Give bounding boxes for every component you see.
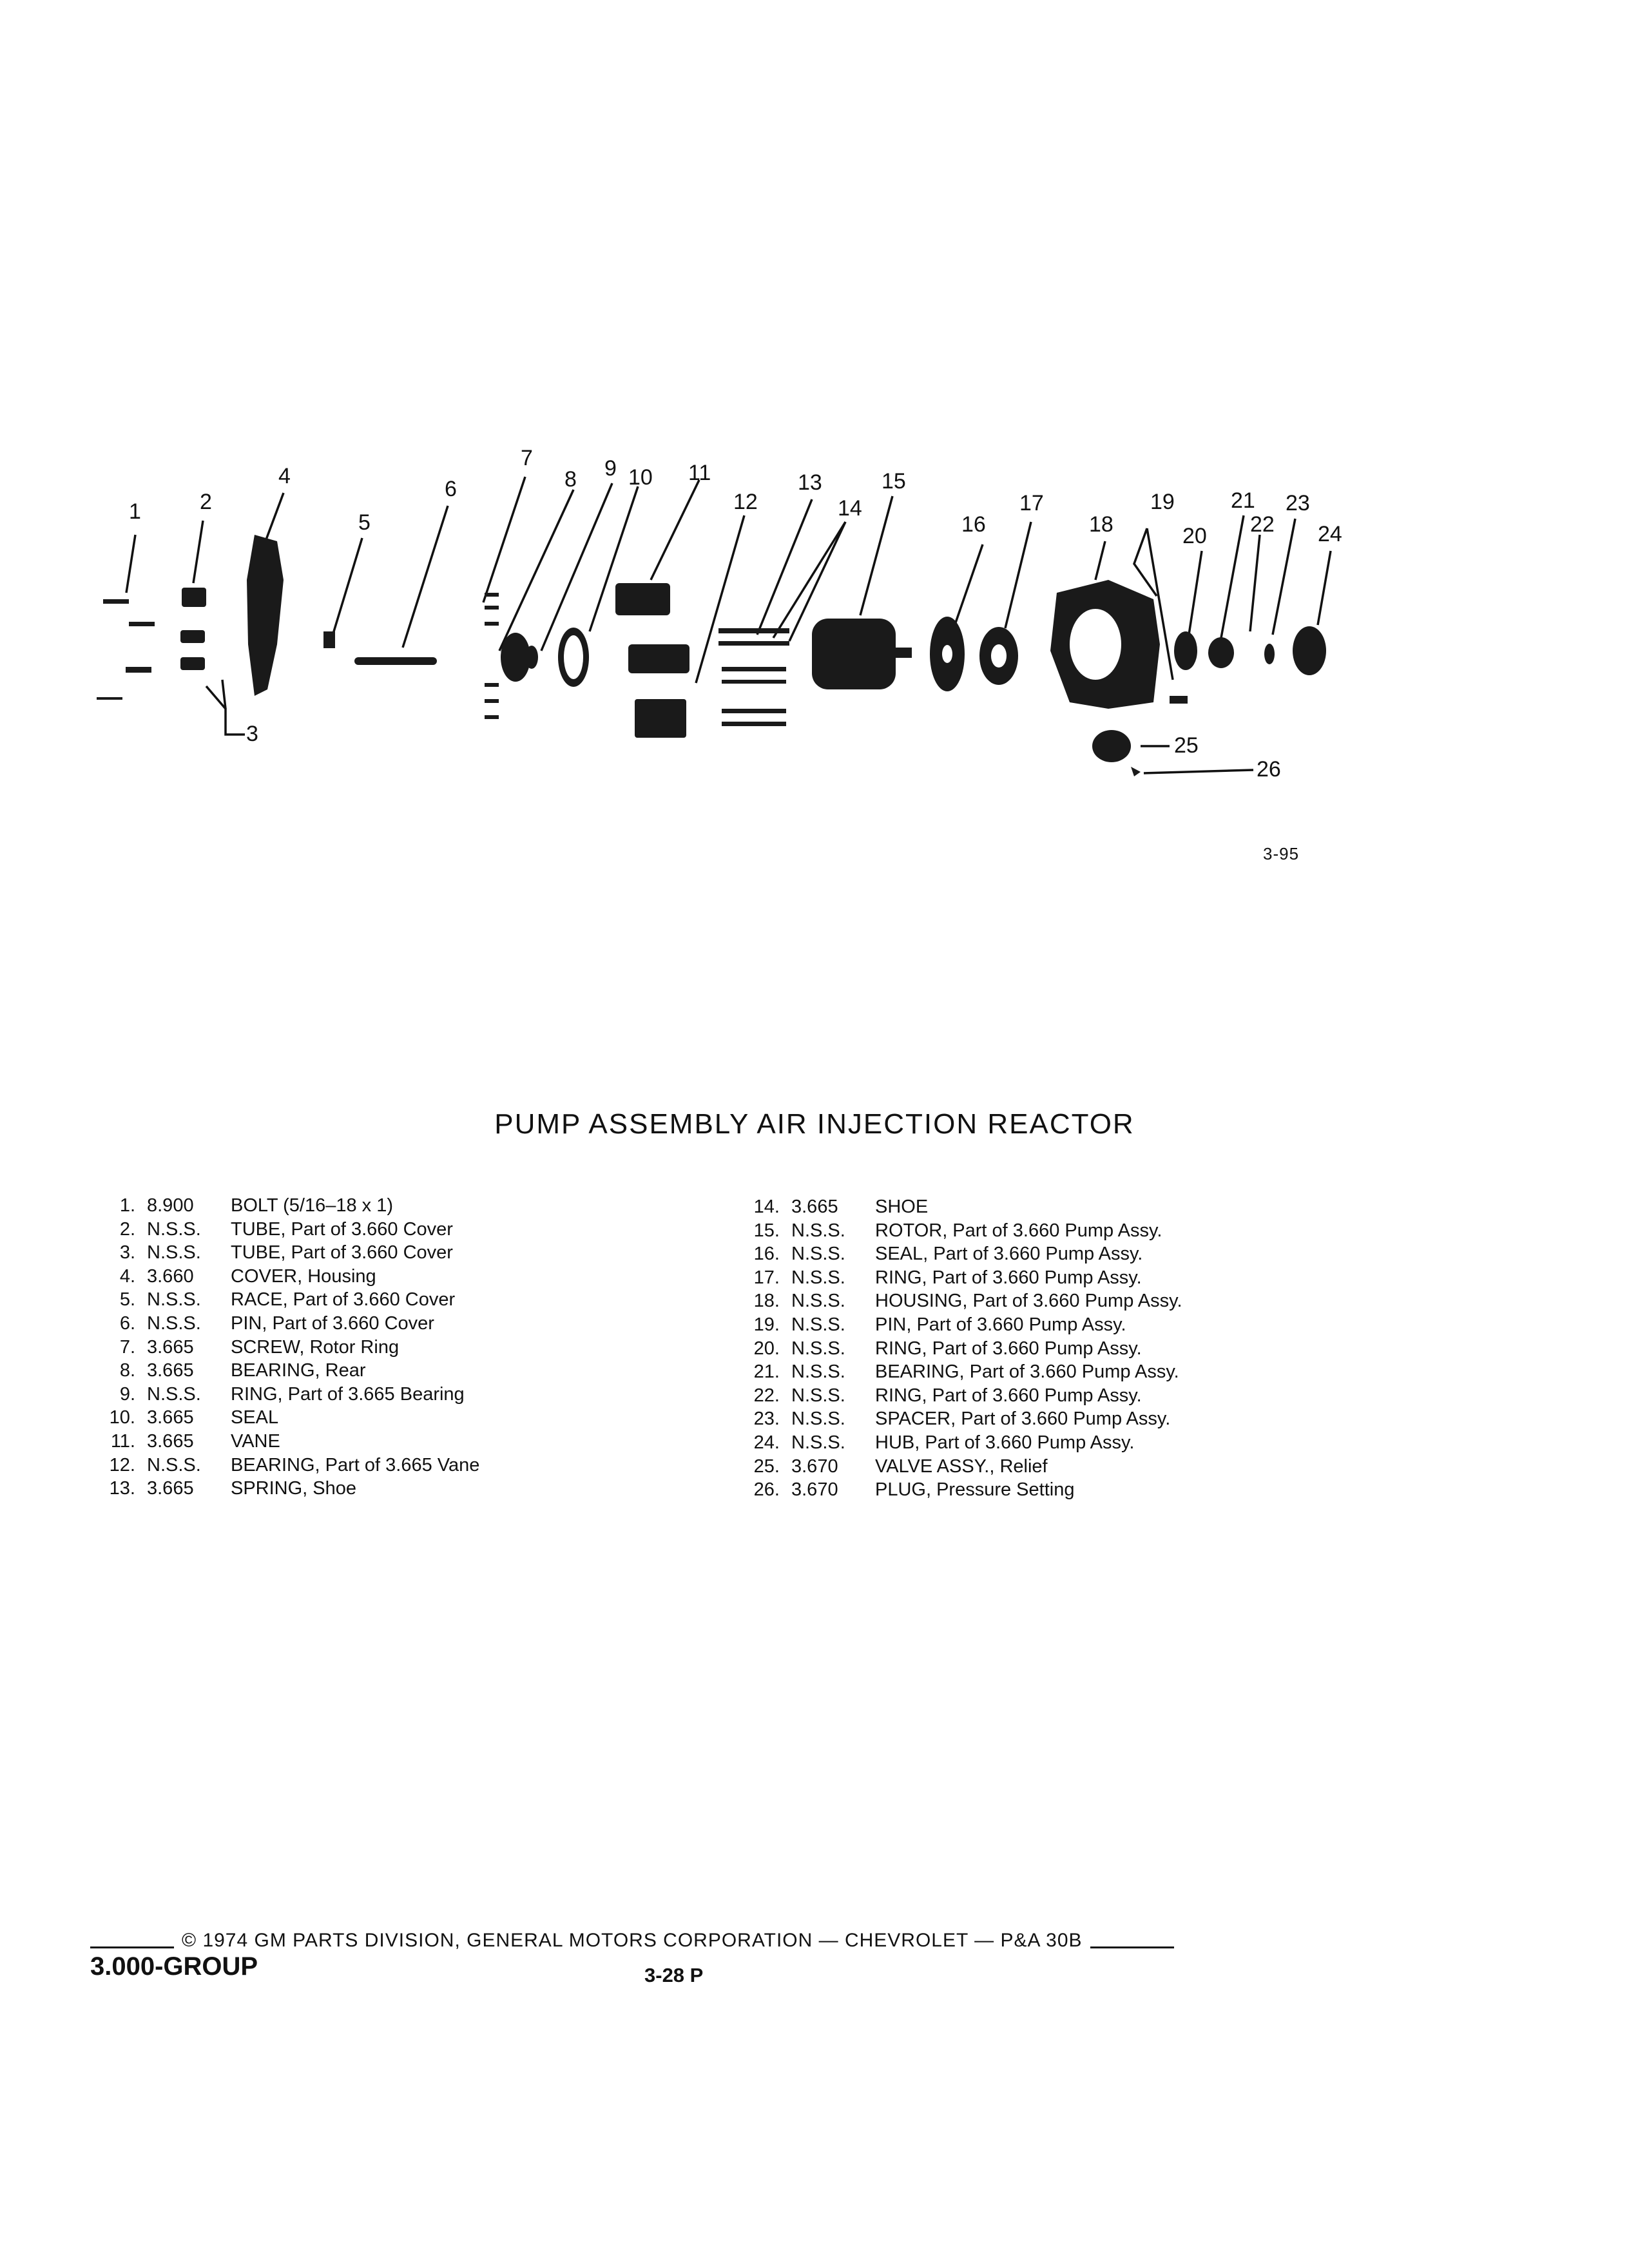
part-description: PIN, Part of 3.660 Pump Assy. bbox=[875, 1314, 1126, 1335]
part-number-index: 24. bbox=[753, 1432, 780, 1453]
copyright-text: © 1974 GM PARTS DIVISION, GENERAL MOTORS CORPORATION — CHEVROLET — P&A 30B bbox=[182, 1930, 1083, 1951]
part-code: 3.665 bbox=[147, 1336, 194, 1358]
part-code: N.S.S. bbox=[791, 1267, 845, 1288]
part-number-index: 11. bbox=[110, 1430, 135, 1452]
part-code: N.S.S. bbox=[791, 1432, 845, 1453]
part-number-index: 18. bbox=[753, 1291, 780, 1312]
part-code: N.S.S. bbox=[147, 1218, 201, 1240]
callout-24: 24 bbox=[1318, 522, 1342, 546]
exploded-parts-diagram bbox=[0, 0, 1629, 876]
part-code: 3.665 bbox=[147, 1430, 194, 1452]
parts-list-row bbox=[709, 1407, 1182, 1431]
callout-19: 19 bbox=[1150, 490, 1175, 514]
part-code: N.S.S. bbox=[147, 1383, 201, 1405]
footer-rule-left bbox=[90, 1946, 174, 1948]
part-code: 3.665 bbox=[791, 1196, 838, 1217]
part-description: SPRING, Shoe bbox=[231, 1478, 357, 1499]
part-code: N.S.S. bbox=[791, 1244, 845, 1265]
part-description: HUB, Part of 3.660 Pump Assy. bbox=[875, 1432, 1135, 1453]
part-number-index: 2. bbox=[119, 1218, 135, 1240]
part-code: N.S.S. bbox=[147, 1289, 201, 1311]
parts-list-row bbox=[709, 1242, 1182, 1266]
callout-4: 4 bbox=[278, 464, 291, 488]
page-number: 3-28 P bbox=[644, 1964, 704, 1986]
part-description: TUBE, Part of 3.660 Cover bbox=[231, 1242, 453, 1264]
part-description: SPACER, Part of 3.660 Pump Assy. bbox=[875, 1408, 1171, 1430]
parts-list-row bbox=[64, 1383, 479, 1407]
part-code: N.S.S. bbox=[791, 1291, 845, 1312]
part-description: HOUSING, Part of 3.660 Pump Assy. bbox=[875, 1291, 1182, 1312]
part-description: PLUG, Pressure Setting bbox=[875, 1479, 1075, 1501]
part-number-index: 13. bbox=[109, 1478, 135, 1499]
parts-list-row bbox=[709, 1455, 1182, 1479]
callout-16: 16 bbox=[961, 512, 986, 537]
part-code: 3.665 bbox=[147, 1478, 194, 1499]
part-description: SEAL bbox=[231, 1407, 279, 1428]
callout-labels bbox=[129, 446, 1342, 782]
callout-10: 10 bbox=[628, 465, 653, 490]
part-number-index: 7. bbox=[119, 1336, 135, 1358]
part-code: N.S.S. bbox=[791, 1385, 845, 1406]
part-number-index: 26. bbox=[753, 1479, 780, 1501]
part-number-index: 21. bbox=[753, 1361, 780, 1383]
part-code: N.S.S. bbox=[791, 1220, 845, 1241]
part-code: 3.670 bbox=[791, 1456, 838, 1477]
part-number-index: 22. bbox=[753, 1385, 780, 1406]
part-code: N.S.S. bbox=[791, 1408, 845, 1430]
part-description: PIN, Part of 3.660 Cover bbox=[231, 1312, 434, 1334]
parts-list-right bbox=[709, 1195, 1182, 1502]
callout-25: 25 bbox=[1174, 733, 1199, 758]
callout-23: 23 bbox=[1286, 491, 1310, 515]
part-description: BEARING, Part of 3.660 Pump Assy. bbox=[875, 1361, 1179, 1383]
part-description: TUBE, Part of 3.660 Cover bbox=[231, 1218, 453, 1240]
callout-9: 9 bbox=[604, 456, 617, 481]
part-description: SHOE bbox=[875, 1196, 929, 1217]
part-number-index: 1. bbox=[119, 1195, 135, 1216]
part-description: BEARING, Part of 3.665 Vane bbox=[231, 1454, 480, 1475]
part-code: 3.665 bbox=[147, 1360, 194, 1381]
part-description: VANE bbox=[231, 1430, 280, 1452]
parts-list-row bbox=[64, 1454, 479, 1477]
part-code: N.S.S. bbox=[147, 1312, 201, 1334]
part-code: N.S.S. bbox=[791, 1338, 845, 1359]
parts-list-row bbox=[709, 1431, 1182, 1455]
callout-1: 1 bbox=[129, 499, 141, 524]
callout-11: 11 bbox=[688, 461, 711, 485]
figure-number: 3-95 bbox=[1263, 844, 1300, 863]
callout-14: 14 bbox=[838, 496, 862, 521]
parts-list-left bbox=[64, 1194, 479, 1501]
part-code: N.S.S. bbox=[791, 1314, 845, 1335]
parts-list-row bbox=[709, 1337, 1182, 1361]
parts-list-row bbox=[64, 1406, 479, 1430]
parts-list-row bbox=[64, 1218, 479, 1242]
callout-8: 8 bbox=[564, 467, 577, 492]
parts-list-row bbox=[709, 1195, 1182, 1219]
callout-13: 13 bbox=[798, 470, 822, 495]
parts-list-row bbox=[64, 1265, 479, 1289]
callout-5: 5 bbox=[358, 510, 371, 535]
parts-list-row bbox=[709, 1266, 1182, 1290]
part-description: RING, Part of 3.660 Pump Assy. bbox=[875, 1267, 1142, 1288]
part-number-index: 10. bbox=[109, 1407, 135, 1428]
callout-12: 12 bbox=[733, 490, 758, 514]
callout-17: 17 bbox=[1019, 491, 1044, 515]
parts-list-row bbox=[64, 1312, 479, 1336]
part-number-index: 19. bbox=[753, 1314, 780, 1335]
parts-list-row bbox=[709, 1313, 1182, 1337]
part-number-index: 17. bbox=[753, 1267, 780, 1288]
part-number-index: 25. bbox=[753, 1456, 780, 1477]
part-description: RING, Part of 3.660 Pump Assy. bbox=[875, 1385, 1142, 1406]
callout-26: 26 bbox=[1257, 757, 1281, 782]
parts-list-row bbox=[64, 1430, 479, 1454]
part-code: N.S.S. bbox=[147, 1242, 201, 1264]
part-description: BEARING, Rear bbox=[231, 1360, 366, 1381]
part-code: N.S.S. bbox=[147, 1454, 201, 1475]
parts-list-row bbox=[709, 1384, 1182, 1408]
parts-list-row bbox=[64, 1288, 479, 1312]
callout-7: 7 bbox=[521, 446, 533, 470]
part-number-index: 9. bbox=[119, 1383, 135, 1405]
part-description: RING, Part of 3.665 Bearing bbox=[231, 1383, 465, 1405]
part-number-index: 3. bbox=[119, 1242, 135, 1264]
callout-2: 2 bbox=[200, 490, 212, 514]
part-number-index: 4. bbox=[119, 1265, 135, 1287]
parts-list-row bbox=[709, 1360, 1182, 1384]
part-number-index: 20. bbox=[753, 1338, 780, 1359]
page-title: PUMP ASSEMBLY AIR INJECTION REACTOR bbox=[494, 1108, 1135, 1140]
part-description: SCREW, Rotor Ring bbox=[231, 1336, 400, 1358]
footer-rule-right bbox=[1090, 1946, 1174, 1948]
callout-3-lower: 3 bbox=[246, 722, 258, 746]
part-description: RING, Part of 3.660 Pump Assy. bbox=[875, 1338, 1142, 1359]
part-number-index: 14. bbox=[753, 1196, 780, 1217]
part-code: 3.660 bbox=[147, 1265, 194, 1287]
parts-list-row bbox=[64, 1477, 479, 1501]
part-description: SEAL, Part of 3.660 Pump Assy. bbox=[875, 1244, 1143, 1265]
callout-15: 15 bbox=[882, 469, 906, 494]
callout-22: 22 bbox=[1250, 512, 1275, 537]
part-number-index: 15. bbox=[753, 1220, 780, 1241]
part-description: COVER, Housing bbox=[231, 1265, 376, 1287]
parts-list-row bbox=[64, 1359, 479, 1383]
callout-18: 18 bbox=[1089, 512, 1113, 537]
callout-6: 6 bbox=[445, 477, 457, 501]
parts-list-row bbox=[709, 1289, 1182, 1313]
part-code: 3.665 bbox=[147, 1407, 194, 1428]
parts-list-row bbox=[64, 1194, 479, 1218]
footer-copyright-line bbox=[90, 1930, 1174, 1952]
part-number-index: 16. bbox=[753, 1244, 780, 1265]
part-description: VALVE ASSY., Relief bbox=[875, 1456, 1048, 1477]
part-code: 3.670 bbox=[791, 1479, 838, 1501]
parts-list-row bbox=[64, 1336, 479, 1360]
part-number-index: 23. bbox=[753, 1408, 780, 1430]
callout-20: 20 bbox=[1182, 524, 1207, 548]
part-number-index: 8. bbox=[119, 1360, 135, 1381]
part-number-index: 5. bbox=[119, 1289, 135, 1311]
part-number-index: 6. bbox=[119, 1312, 135, 1334]
group-label: 3.000-GROUP bbox=[90, 1952, 258, 1981]
parts-list-row bbox=[64, 1241, 479, 1265]
parts-list-row bbox=[709, 1219, 1182, 1243]
parts-list-row bbox=[709, 1478, 1182, 1502]
part-number-index: 12. bbox=[109, 1454, 135, 1475]
part-description: RACE, Part of 3.660 Cover bbox=[231, 1289, 456, 1311]
part-description: BOLT (5/16–18 x 1) bbox=[231, 1195, 394, 1216]
part-code: N.S.S. bbox=[791, 1361, 845, 1383]
part-code: 8.900 bbox=[147, 1195, 194, 1216]
callout-21: 21 bbox=[1231, 488, 1255, 513]
part-description: ROTOR, Part of 3.660 Pump Assy. bbox=[875, 1220, 1162, 1241]
parts bbox=[97, 535, 1326, 776]
